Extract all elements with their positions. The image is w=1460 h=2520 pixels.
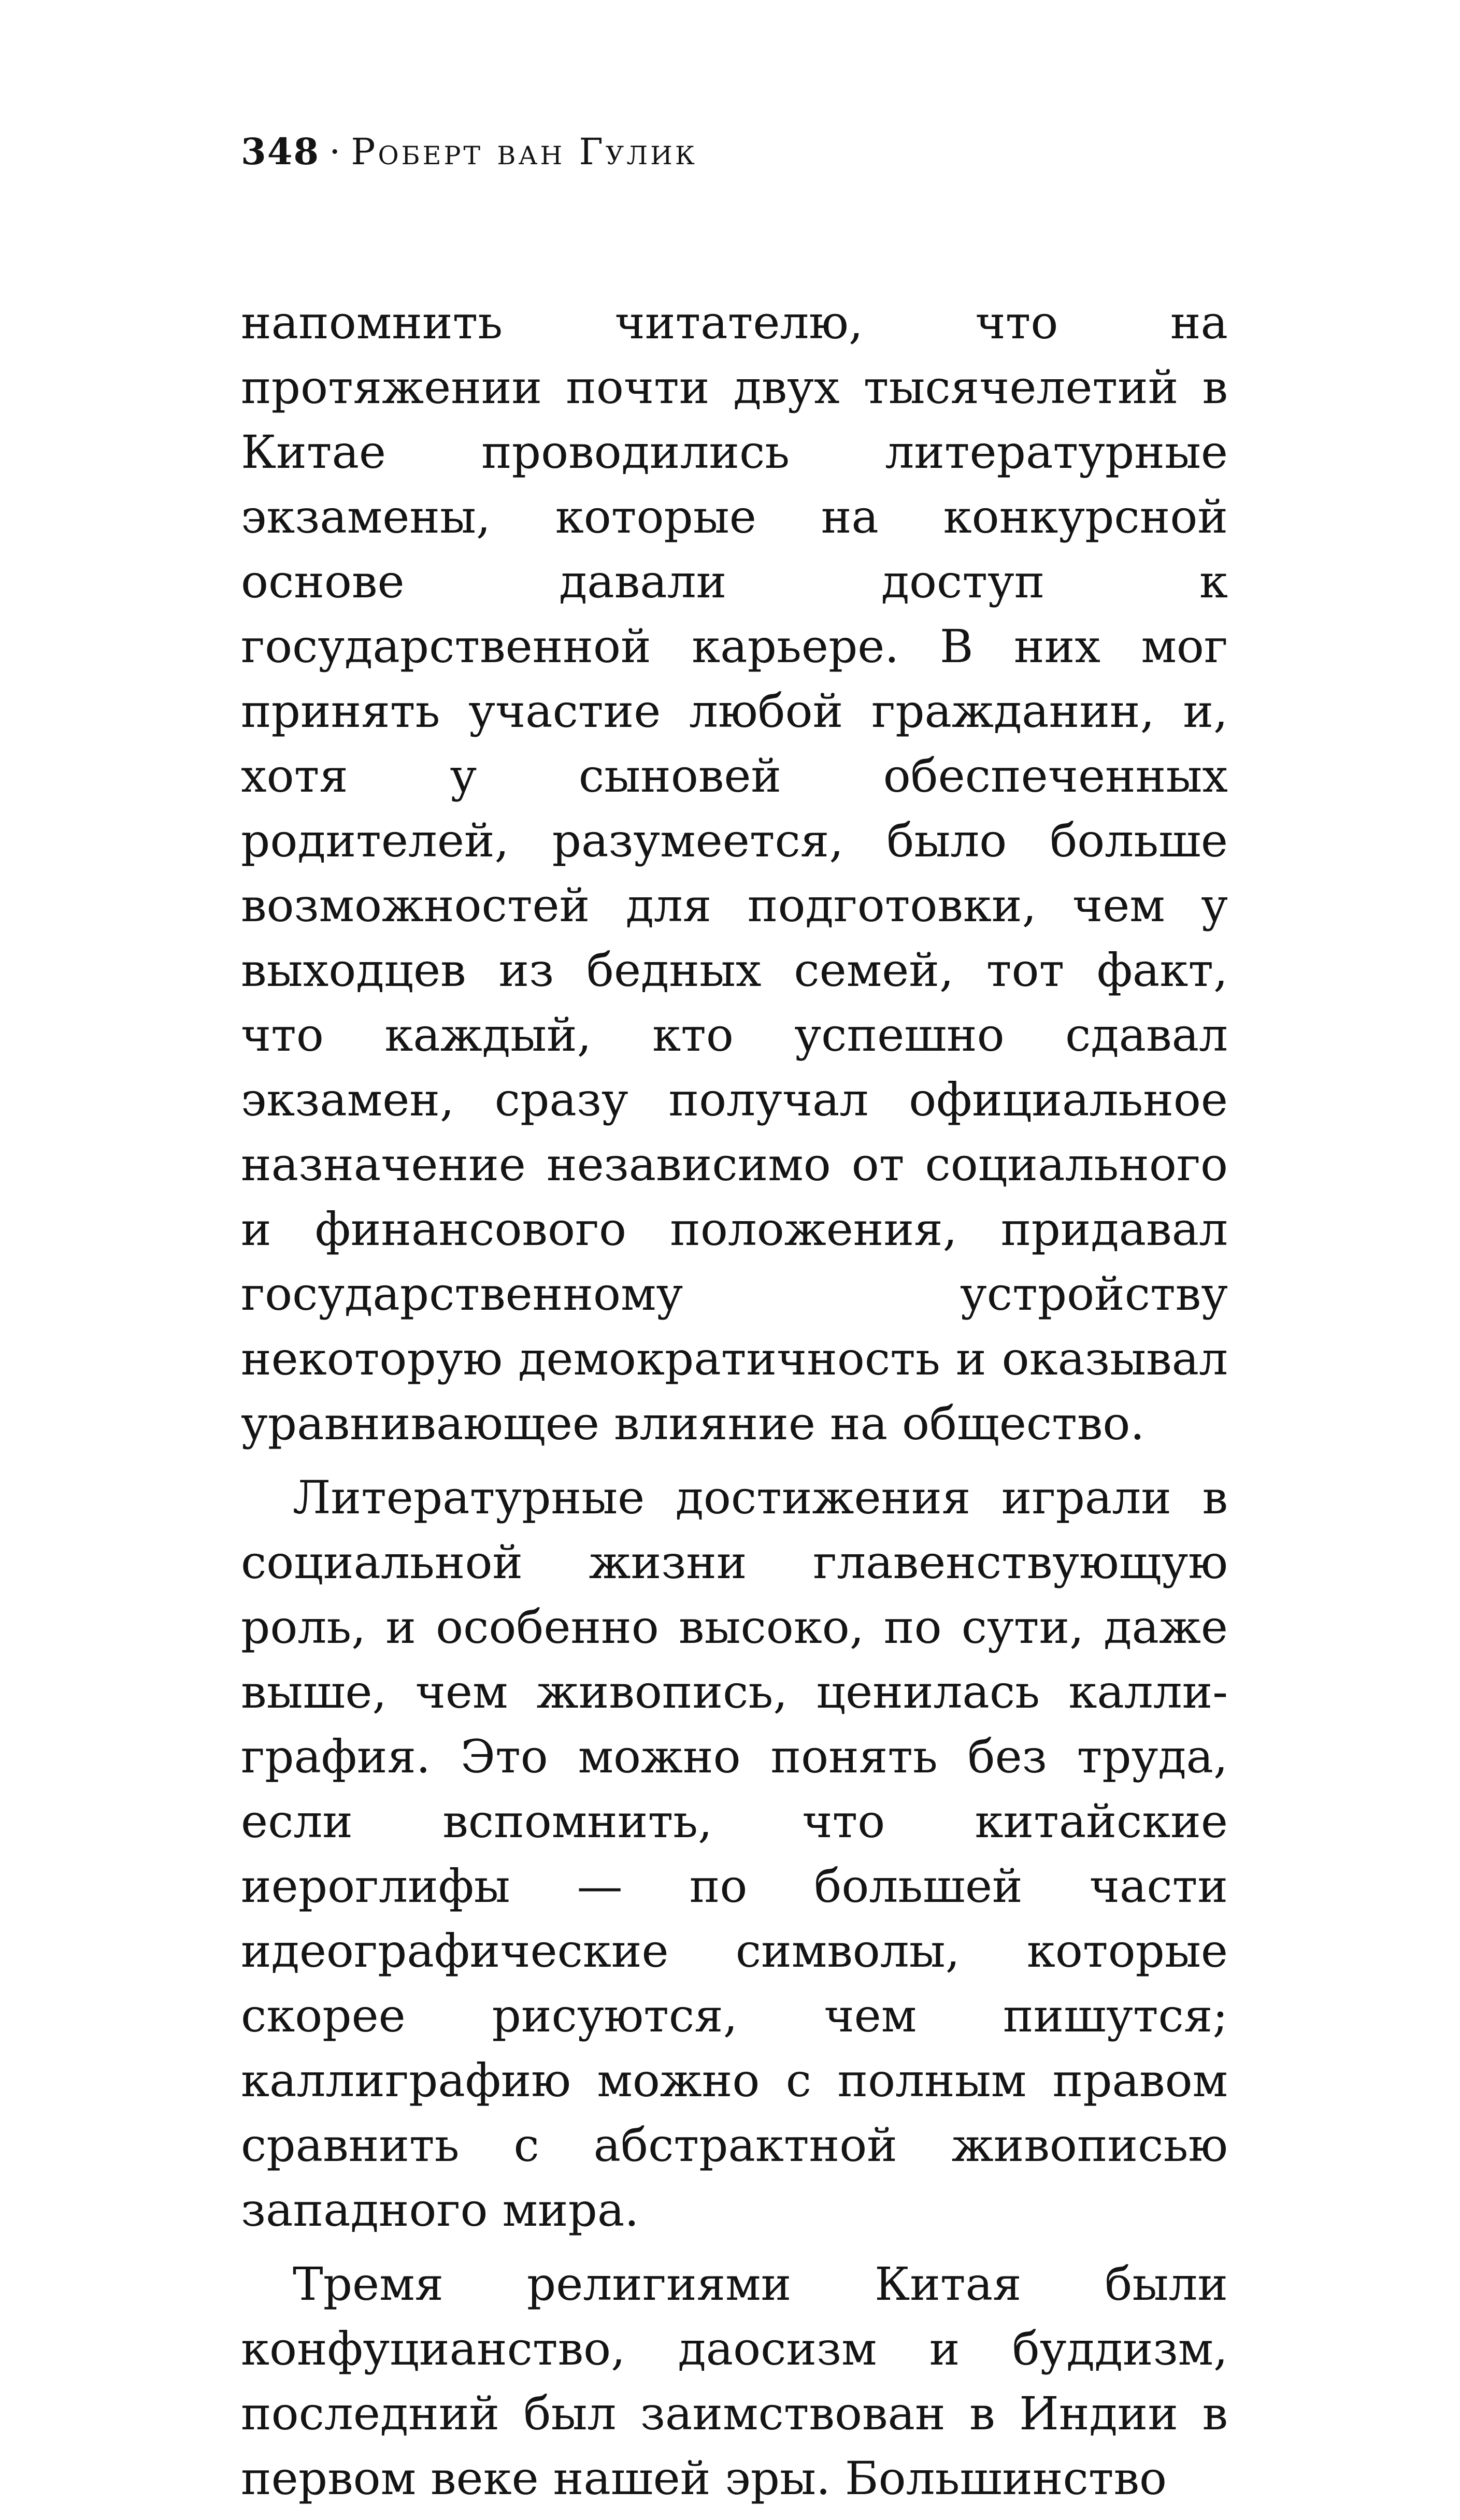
paragraph-religions: Тремя религиями Китая были конфуцианство, даосизм и буддизм, последний был заимствован в Индии в первом веке нашей эры. Большинство [241, 2257, 1228, 2505]
body-text [241, 290, 1228, 2520]
page-number: 348 [241, 130, 320, 173]
paragraph-continued: напомнить читателю, что на протяжении почти двух тысячелетий в Китае проводились литературные экзамены, которые на конкурсной основе давали доступ к государственной карьере. В них мог принять участие любой гражданин, и, хотя у сыновей обеспеченных родителей, разумеется, было больше возможностей для подготовки, чем у выходцев из бедных семей, тот факт, что каждый, кто успешно сдавал экзамен, сразу получал официальное назначение независимо от социального и финансового положения, придавал государственному устройству некоторую демократичность и оказывал уравнивающее влияние на общество. [241, 296, 1228, 1450]
running-header [241, 128, 697, 175]
header-author: Роберт ван Гулик [351, 131, 697, 173]
paragraph-calligraphy: Литературные достижения играли в социальной жизни главенствующую роль, и особенно высоко, по сути, даже выше, чем живопись, ценилась каллиграфия. Это можно понять без труда, если вспомнить, что китайские иероглифы — по большей части идеографические символы, которые скорее рисуются, чем пишутся; каллиграфию можно с полным правом сравнить с абстрактной живописью западного мира. [241, 1471, 1228, 2237]
header-separator: · [329, 131, 342, 173]
